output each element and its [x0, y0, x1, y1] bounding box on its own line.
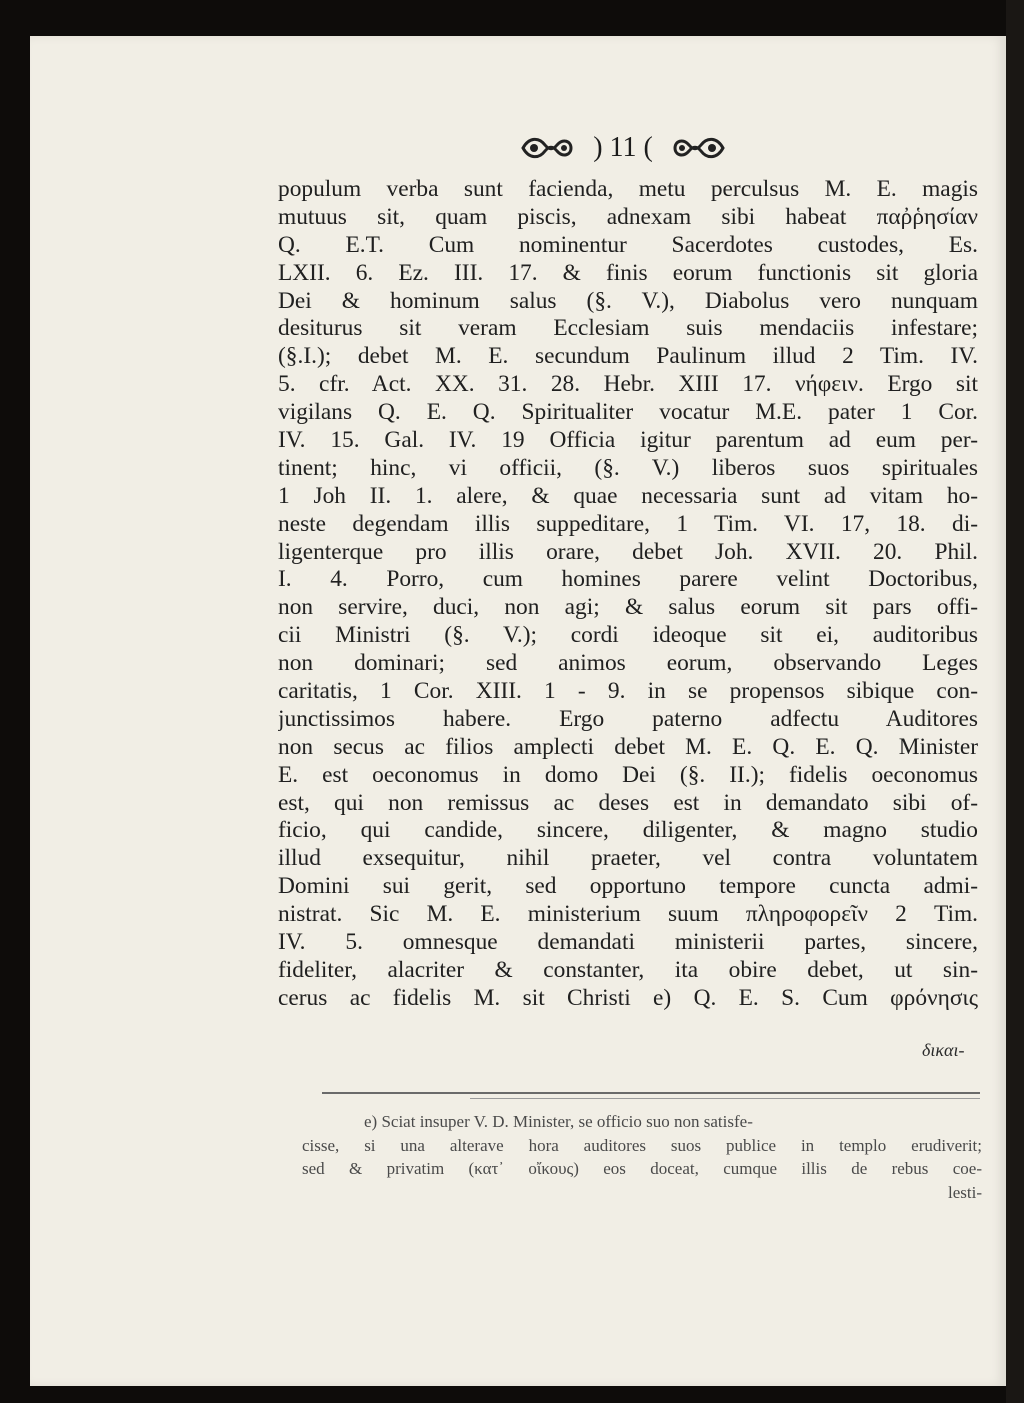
text-line: neste degendam illis suppeditare, 1 Tim. VI. 17, 18. di-: [278, 510, 978, 537]
footnote-line: lesti-: [948, 1182, 982, 1202]
text-line: ficio, qui candide, sincere, diligenter, & magno studio: [278, 817, 978, 844]
footnote-divider-thin: [470, 1098, 980, 1099]
page-number: ) 11 (: [593, 132, 653, 163]
text-line: junctissimos habere. Ergo paterno adfectu Auditores: [278, 705, 978, 732]
text-line: vigilans Q. E. Q. Spiritualiter vocatur M.E. pater 1 Cor.: [278, 399, 978, 426]
text-line: tinent; hinc, vi officii, (§. V.) liberos suos spirituales: [278, 454, 978, 481]
footnote-line: e) Sciat insuper V. D. Minister, se officio suo non satisfe-: [364, 1112, 753, 1131]
text-line: IV. 5. omnesque demandati ministerii partes, sincere,: [278, 929, 978, 956]
text-line: IV. 15. Gal. IV. 19 Officia igitur parentum ad eum per-: [278, 427, 978, 454]
text-line: 5. cfr. Act. XX. 31. 28. Hebr. XIII 17. νήφειν. Ergo sit: [278, 371, 978, 398]
footnote-line: sed & privatim (κατ᾽ οἴκους) eos doceat, cumque illis de rebus coe-: [302, 1159, 982, 1178]
footnote-line: cisse, si una alterave hora auditores suos publice in templo erudiverit;: [302, 1135, 982, 1155]
text-line: non servire, duci, non agi; & salus eorum sit pars offi-: [278, 594, 978, 621]
text-line: I. 4. Porro, cum homines parere velint Doctoribus,: [278, 566, 978, 593]
text-line: cii Ministri (§. V.); cordi ideoque sit ei, auditoribus: [278, 622, 978, 649]
text-line: E. est oeconomus in domo Dei (§. II.); fidelis oeconomus: [278, 761, 978, 788]
text-line: fideliter, alacriter & constanter, ita obire debet, ut sin-: [278, 956, 978, 983]
catchword: δικαι-: [922, 1040, 965, 1060]
text-line: Dei & hominum salus (§. V.), Diabolus vero nunquam: [278, 287, 978, 314]
text-line: populum verba sunt facienda, metu perculsus M. E. magis: [278, 176, 978, 202]
main-text-block: [278, 176, 978, 1013]
text-line: 1 Joh II. 1. alere, & quae necessaria sunt ad vitam ho-: [278, 482, 978, 509]
text-line: illud exsequitur, nihil praeter, vel contra voluntatem: [278, 845, 978, 872]
footnote: [302, 1110, 982, 1204]
text-line: non dominari; sed animos eorum, observando Leges: [278, 650, 978, 677]
text-line: caritatis, 1 Cor. XIII. 1 - 9. in se propensos sibique con-: [278, 678, 978, 705]
text-line: (§.I.); debet M. E. secundum Paulinum illud 2 Tim. IV.: [278, 343, 978, 370]
text-line: LXII. 6. Ez. III. 17. & finis eorum functionis sit gloria: [278, 259, 978, 286]
text-line: ligenterque pro illis orare, debet Joh. XVII. 20. Phil.: [278, 538, 978, 565]
running-header: [478, 128, 768, 168]
ornament-right-icon: [671, 135, 727, 161]
text-line: nistrat. Sic M. E. ministerium suum πληροφορεῖν 2 Tim.: [278, 901, 978, 928]
text-line: Q. E.T. Cum nominentur Sacerdotes custodes, Es.: [278, 231, 978, 258]
text-line: non secus ac filios amplecti debet M. E. Q. E. Q. Minister: [278, 733, 978, 760]
text-line: Domini sui gerit, sed opportuno tempore cuncta admi-: [278, 873, 978, 900]
text-line: cerus ac fidelis M. sit Christi e) Q. E. S. Cum φρόνησις: [278, 984, 978, 1011]
ornament-left-icon: [519, 135, 575, 161]
footnote-divider: [322, 1092, 980, 1094]
text-line: est, qui non remissus ac deses est in demandato sibi of-: [278, 789, 978, 816]
page-edge-shadow: [1006, 0, 1024, 1403]
text-line: desiturus sit veram Ecclesiam suis mendaciis infestare;: [278, 315, 978, 342]
text-line: mutuus sit, quam piscis, adnexam sibi habeat παῤῥησίαν: [278, 203, 978, 230]
